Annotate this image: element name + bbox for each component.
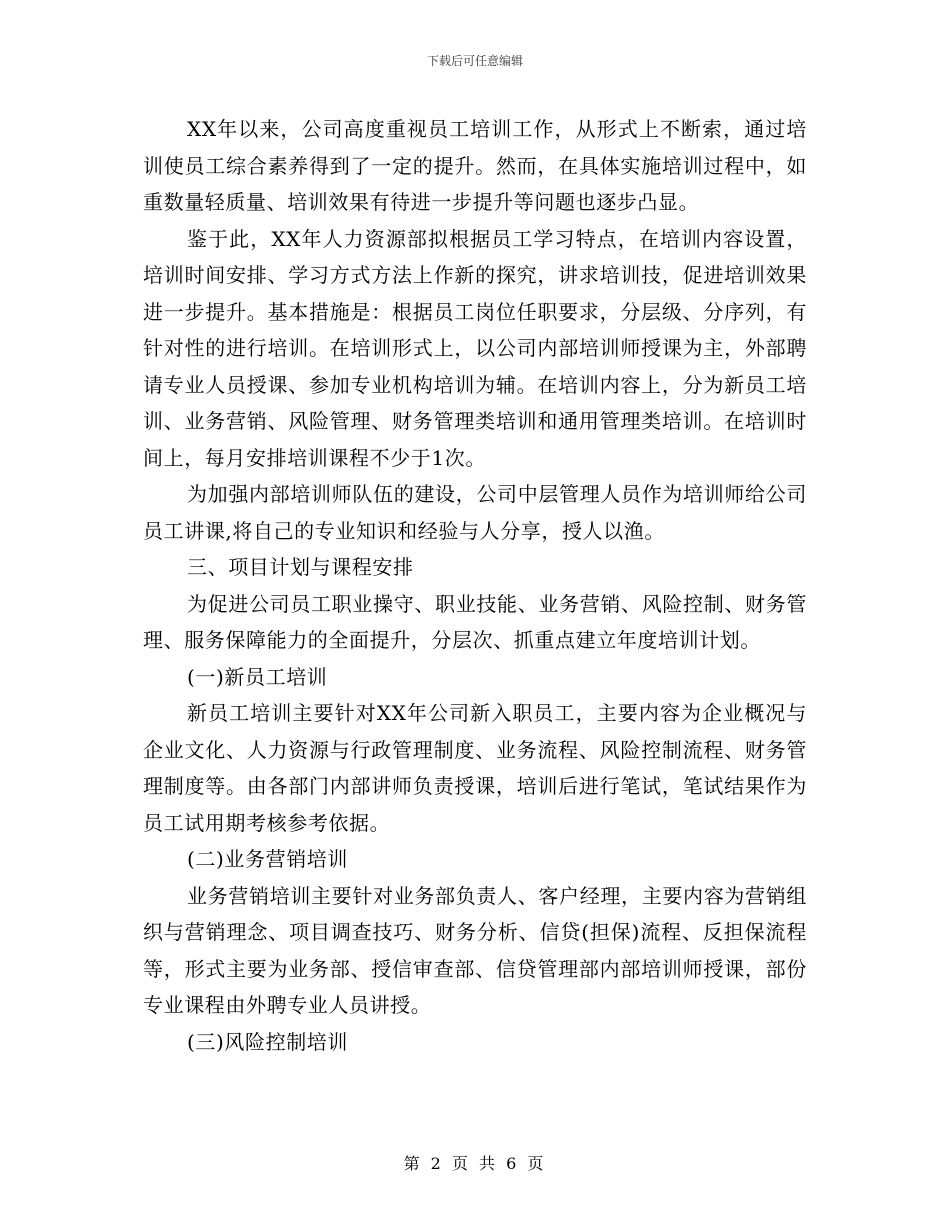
paragraph-internal-trainers: 为加强内部培训师队伍的建设，公司中层管理人员作为培训师给公司员工讲课,将自己的专业知识和经验与人分享，授人以渔。 — [143, 482, 807, 543]
paragraph-training-overview: XX年以来，公司高度重视员工培训工作，从形式上不断索，通过培训使员工综合素养得到了一定的提升。然而，在具体实施培训过程中，如重数量轻质量、培训效果有待进一步提升等问题也逐步凸显。 — [143, 117, 807, 214]
section-heading-plan: 三、项目计划与课程安排 — [187, 555, 414, 579]
paragraph-new-staff: 新员工培训主要针对XX年公司新入职员工，主要内容为企业概况与企业文化、人力资源与行政管理制度、业务流程、风险控制流程、财务管理制度等。由各部门内部讲师负责授课，培训后进行笔试，笔试结果作为员工试用期考核参考依据。 — [143, 701, 807, 835]
document-body — [143, 111, 807, 1060]
paragraph-annual-plan: 为促进公司员工职业操守、职业技能、业务营销、风险控制、财务管理、服务保障能力的全面提升，分层次、抓重点建立年度培训计划。 — [143, 591, 807, 652]
paragraph-training-measures: 鉴于此，XX年人力资源部拟根据员工学习特点，在培训内容设置，培训时间安排、学习方式方法上作新的探究，讲求培训技，促进培训效果进一步提升。基本措施是：根据员工岗位任职要求，分层级、分序列，有针对性的进行培训。在培训形式上，以公司内部培训师授课为主，外部聘请专业人员授课、参加专业机构培训为辅。在培训内容上，分为新员工培训、业务营销、风险管理、财务管理类培训和通用管理类培训。在培训时间上，每月安排培训课程不少于1次。 — [143, 226, 807, 470]
subheading-marketing: (二)业务营销培训 — [187, 847, 349, 871]
subheading-risk-control: (三)风险控制培训 — [187, 1029, 349, 1054]
page-number: 第 2 页 共 6 页 — [403, 1154, 547, 1173]
page-header-note: 下载后可任意编辑 — [426, 54, 523, 68]
paragraph-marketing: 业务营销培训主要针对业务部负责人、客户经理，主要内容为营销组织与营销理念、项目调查技巧、财务分析、信贷(担保)流程、反担保流程等，形式主要为业务部、授信审查部、信贷管理部内部培训师授课，部份专业课程由外聘专业人员讲授。 — [143, 883, 807, 1017]
subheading-new-staff: (一)新员工培训 — [187, 664, 328, 689]
